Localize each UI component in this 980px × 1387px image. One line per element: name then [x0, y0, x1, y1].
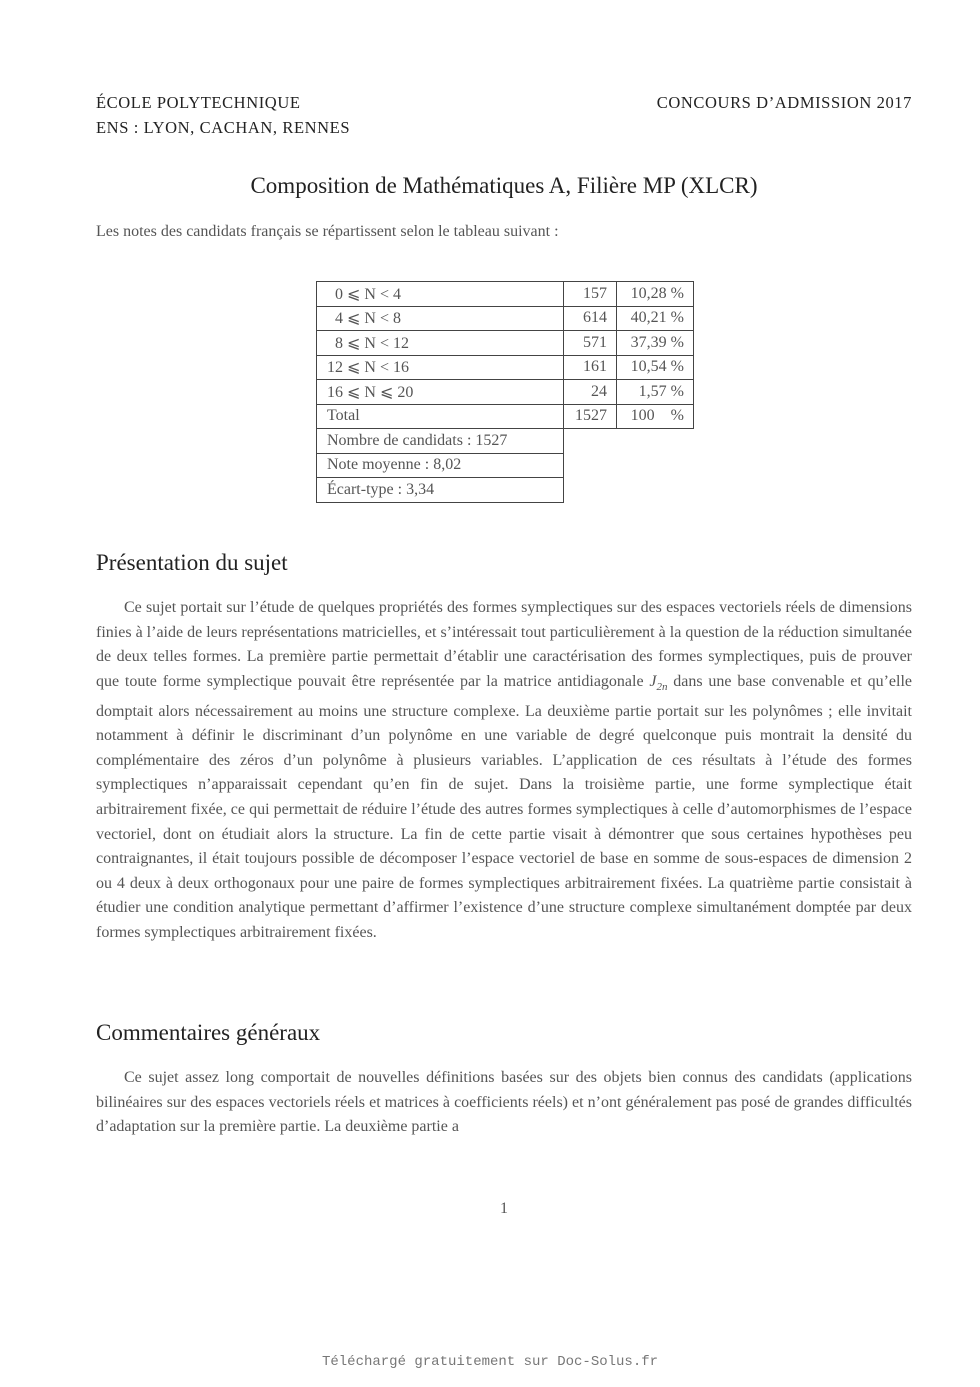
standard-deviation: Écart-type : 3,34	[317, 478, 564, 503]
math-matrix-symbol: J	[649, 672, 657, 690]
grade-range: 8 ⩽ N < 12	[317, 331, 564, 356]
grade-range: 4 ⩽ N < 8	[317, 306, 564, 331]
page-number: 1	[500, 1200, 508, 1217]
intro-text: Les notes des candidats français se répartissent selon le tableau suivant :	[96, 223, 559, 240]
grade-percent: 10,28 %	[617, 282, 694, 307]
grade-count: 24	[564, 380, 617, 405]
exam-name: CONCOURS D’ADMISSION 2017	[656, 93, 912, 112]
grade-count: 157	[564, 282, 617, 307]
table-row	[317, 306, 694, 331]
table-row	[317, 282, 694, 307]
table-row	[317, 380, 694, 405]
grades-table	[316, 281, 694, 503]
math-subscript: 2n	[656, 680, 668, 693]
grade-range: 16 ⩽ N ⩽ 20	[317, 380, 564, 405]
grade-percent: 1,57 %	[617, 380, 694, 405]
table-row-total	[317, 404, 694, 429]
comments-paragraph: Ce sujet assez long comportait de nouvelles définitions basées sur des objets bien connus des candidats (applications bilinéaires sur des espaces vectoriels réels et matrices à coefficients réels) et n’ont généralement pas posé de grandes difficultés d’adaptation sur la première partie. La deuxième partie a	[96, 1069, 912, 1136]
paragraph-text: Ce sujet portait sur l’étude de quelques propriétés des formes symplectiques sur des espaces vectoriels réels de dimensions finies à l’aide de leurs représentations matricielles, et s’intéressait tout particulièrement à la question de la réduction simultanée de deux telles formes. La première partie permettait d’établir une caractérisation des formes symplectiques, puis de prouver que toute forme symplectique pouvait être représentée par la matrice antidiagonale	[96, 599, 912, 690]
table-row	[317, 355, 694, 380]
average-grade: Note moyenne : 8,02	[317, 453, 564, 478]
grade-percent: 10,54 %	[617, 355, 694, 380]
paragraph-text: dans une base convenable et qu’elle domptait alors nécessairement au moins une structure complexe. La deuxième partie portait sur les polynômes ; elle invitait notamment à définir le discriminant d’un polynôme en une variable de degré quelconque puis montrait la densité du complémentaire des zéros d’un polynôme à plusieurs variables. L’application de ces résultats à l’étude des formes symplectiques n’apparaissait cependant qu’en fin de sujet. Dans la troisième partie, une forme symplectique était arbitrairement fixée, ce qui permettait de réduire l’étude des autres formes symplectiques à celle d’automorphismes de l’espace vectoriel, dont on étudiait alors la structure. La fin de cette partie visait à démontrer que sous certaines hypothèses peu contraignantes, il était toujours possible de décomposer l’espace vectoriel de base en somme de sous-espaces de dimension 2 ou 4 deux à deux orthogonaux pour une paire de formes symplectiques arbitrairement fixées. La quatrième partie consistait à étudier une condition analytique permettant d’affirmer l’existence d’une structure complexe simultanément domptée par deux formes symplectiques arbitrairement fixées.	[96, 672, 912, 941]
grade-count: 614	[564, 306, 617, 331]
institution-name: ÉCOLE POLYTECHNIQUE	[96, 93, 301, 112]
stats-row	[317, 478, 694, 503]
presentation-paragraph	[96, 596, 912, 946]
stats-row	[317, 453, 694, 478]
total-percent: 100 %	[617, 404, 694, 429]
section-heading-presentation: Présentation du sujet	[96, 550, 288, 575]
grade-percent: 37,39 %	[617, 331, 694, 356]
grade-count: 161	[564, 355, 617, 380]
table-row	[317, 331, 694, 356]
stats-row	[317, 429, 694, 454]
download-footer: Téléchargé gratuitement sur Doc-Solus.fr	[321, 1354, 659, 1370]
grade-count: 571	[564, 331, 617, 356]
section-heading-comments: Commentaires généraux	[96, 1020, 321, 1045]
grade-percent: 40,21 %	[617, 306, 694, 331]
grade-range: 0 ⩽ N < 4	[317, 282, 564, 307]
document-title: Composition de Mathématiques A, Filière MP (XLCR)	[250, 173, 758, 198]
total-count: 1527	[564, 404, 617, 429]
candidate-count: Nombre de candidats : 1527	[317, 429, 564, 454]
total-label: Total	[317, 404, 564, 429]
institution-schools: ENS : LYON, CACHAN, RENNES	[96, 118, 351, 137]
grade-range: 12 ⩽ N < 16	[317, 355, 564, 380]
